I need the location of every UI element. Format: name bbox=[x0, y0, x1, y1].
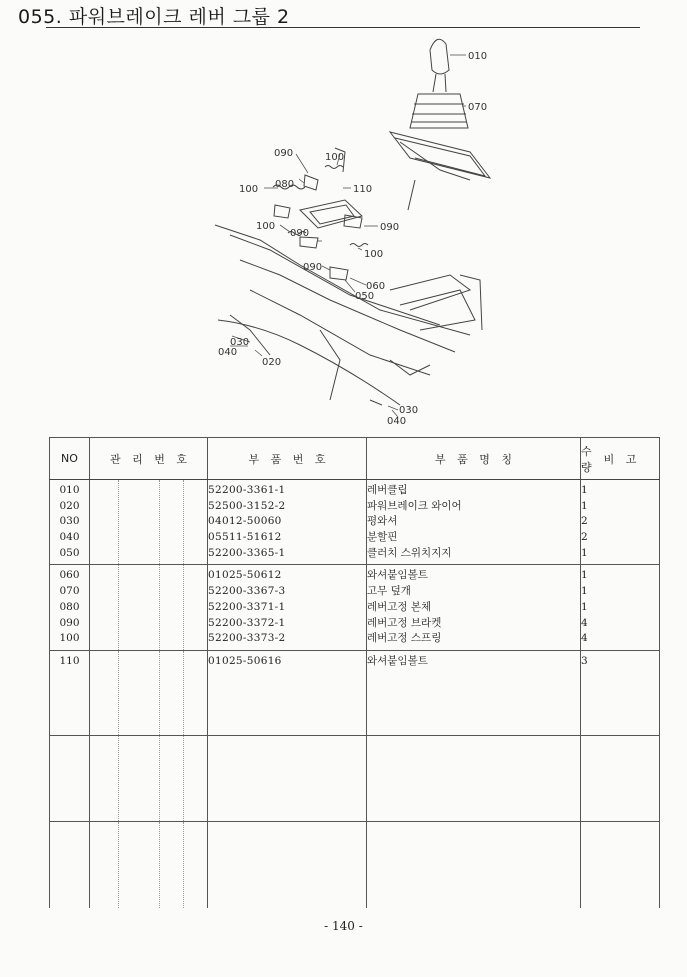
table-row-group bbox=[50, 736, 660, 821]
cell-mgmt bbox=[119, 736, 160, 821]
callout-label: 060 bbox=[366, 281, 386, 292]
cell-part-name-value: 레버고정 브라켓 bbox=[367, 616, 442, 629]
cell-mgmt bbox=[184, 650, 208, 735]
cell-no-value: 080 bbox=[59, 600, 80, 613]
cell-no-value: 100 bbox=[59, 632, 80, 645]
header-remark: 비 고 bbox=[581, 438, 660, 480]
cell-mgmt bbox=[160, 650, 184, 735]
cell-part-name-value: 클러치 스위치지지 bbox=[367, 546, 452, 559]
cell-part-no bbox=[208, 650, 367, 735]
cell-mgmt bbox=[184, 736, 208, 821]
cell-no-value: 070 bbox=[59, 585, 80, 598]
cell-no-value: 030 bbox=[59, 515, 80, 528]
cell-part-no-value: 05511-51612 bbox=[208, 531, 282, 544]
cell-part-no-value: 52200-3365-1 bbox=[208, 546, 286, 559]
cell-part-name-value: 레버고정 본체 bbox=[367, 600, 432, 613]
callout-label: 050 bbox=[355, 291, 375, 302]
cell-part-name-value: 레버고정 스프링 bbox=[367, 632, 442, 645]
cell-no-value: 020 bbox=[59, 499, 80, 512]
cell-part-name bbox=[367, 480, 581, 565]
cell-mgmt bbox=[119, 650, 160, 735]
cell-part-name-value: 분할핀 bbox=[367, 531, 398, 544]
callout-label: 030 bbox=[399, 405, 419, 416]
header-part-no: 부 품 번 호 bbox=[208, 438, 367, 480]
cell-part-name-value: 와셔붙임볼트 bbox=[367, 569, 428, 582]
cell-no-value: 010 bbox=[59, 484, 80, 496]
cell-remark bbox=[581, 565, 660, 650]
header-mgmt-no: 관 리 번 호 bbox=[90, 438, 208, 480]
callout-label: 100 bbox=[239, 184, 259, 195]
cell-part-no-value: 52500-3152-2 bbox=[208, 499, 286, 512]
cell-remark bbox=[581, 821, 660, 908]
callout-label: 040 bbox=[218, 347, 238, 358]
table-header-row: NO 관 리 번 호 부 품 번 호 부 품 명 칭 수량 비 고 bbox=[50, 438, 660, 480]
cell-no bbox=[50, 736, 90, 821]
callout-label: 040 bbox=[387, 416, 407, 427]
cell-no-value: 060 bbox=[59, 569, 80, 582]
cell-mgmt bbox=[160, 480, 184, 565]
cell-part-no-value: 04012-50060 bbox=[208, 515, 282, 528]
header-part-name: 부 품 명 칭 bbox=[367, 438, 581, 480]
page-title: 055. 파워브레이크 레버 그룹 2 bbox=[18, 6, 290, 28]
cell-mgmt bbox=[90, 821, 119, 908]
table-row-group: 060 070 080 090 100 01025-50612 52200-3367-3 52200-3371-1 52200-3372-1 52200-3373-2 와셔붙임볼트 고무 덮개 레버고정 본체 레버고정 브라켓 레버고정 스프링 1 1 1 4 4 bbox=[50, 565, 660, 650]
cell-part-no-value: 52200-3373-2 bbox=[208, 632, 286, 645]
callout-label: 090 bbox=[290, 228, 310, 239]
cell-part-no-value: 52200-3361-1 bbox=[208, 484, 286, 496]
cell-part-no bbox=[208, 565, 367, 650]
cell-mgmt bbox=[90, 650, 119, 735]
callout-label: 010 bbox=[468, 51, 488, 62]
cell-mgmt bbox=[160, 565, 184, 650]
cell-part-name-value: 레버클립 bbox=[367, 484, 408, 496]
cell-mgmt bbox=[184, 480, 208, 565]
cell-no bbox=[50, 565, 90, 650]
cell-part-name-value: 와셔붙임볼트 bbox=[367, 654, 428, 667]
cell-part-name bbox=[367, 736, 581, 821]
cell-no bbox=[50, 480, 90, 565]
exploded-parts-diagram bbox=[0, 30, 687, 430]
title-underline bbox=[46, 27, 640, 28]
cell-mgmt bbox=[90, 736, 119, 821]
callout-label: 090 bbox=[380, 222, 400, 233]
cell-remark bbox=[581, 736, 660, 821]
callout-label: 070 bbox=[468, 102, 488, 113]
header-no: NO bbox=[50, 438, 90, 480]
cell-remark bbox=[581, 650, 660, 735]
cell-no bbox=[50, 821, 90, 908]
cell-mgmt bbox=[160, 736, 184, 821]
cell-part-no-value: 52200-3372-1 bbox=[208, 616, 286, 629]
cell-part-no bbox=[208, 821, 367, 908]
callout-label: 020 bbox=[262, 357, 282, 368]
callout-label: 030 bbox=[230, 337, 250, 348]
cell-no bbox=[50, 650, 90, 735]
callout-label: 100 bbox=[364, 249, 384, 260]
cell-mgmt bbox=[184, 821, 208, 908]
cell-part-no bbox=[208, 480, 367, 565]
callout-label: 090 bbox=[274, 148, 294, 159]
callout-label: 100 bbox=[325, 152, 345, 163]
cell-mgmt bbox=[90, 480, 119, 565]
cell-part-no-value: 01025-50616 bbox=[208, 654, 282, 667]
cell-no-value: 050 bbox=[59, 546, 80, 559]
cell-mgmt bbox=[119, 821, 160, 908]
table-row-group: 110 01025-50616 와셔붙임볼트 3 bbox=[50, 650, 660, 735]
cell-part-name bbox=[367, 650, 581, 735]
cell-part-name-value: 파워브레이크 와이어 bbox=[367, 499, 462, 512]
callout-label: 110 bbox=[353, 184, 373, 195]
callout-label: 100 bbox=[256, 221, 276, 232]
table-row-group bbox=[50, 821, 660, 908]
cell-remark bbox=[581, 480, 660, 565]
callout-label: 090 bbox=[303, 262, 323, 273]
callout-label: 080 bbox=[275, 179, 295, 190]
cell-part-name-value: 고무 덮개 bbox=[367, 585, 411, 598]
cell-part-name bbox=[367, 821, 581, 908]
cell-mgmt bbox=[119, 565, 160, 650]
cell-mgmt bbox=[160, 821, 184, 908]
cell-mgmt bbox=[184, 565, 208, 650]
cell-part-no-value: 52200-3367-3 bbox=[208, 585, 286, 598]
cell-no-value: 110 bbox=[59, 654, 80, 667]
cell-mgmt bbox=[90, 565, 119, 650]
cell-part-no-value: 01025-50612 bbox=[208, 569, 282, 582]
table-row-group: 010 020 030 040 050 52200-3361-1 52500-3152-2 04012-50060 05511-51612 52200-3365-1 레버클립 파워브레이크 와이어 평와셔 분할핀 클러치 스위치지지 1 1 2 2 1 bbox=[50, 480, 660, 565]
cell-part-no-value: 52200-3371-1 bbox=[208, 600, 286, 613]
cell-no-value: 090 bbox=[59, 616, 80, 629]
cell-no-value: 040 bbox=[59, 531, 80, 544]
cell-part-no bbox=[208, 736, 367, 821]
parts-list-table bbox=[49, 437, 660, 908]
cell-mgmt bbox=[119, 480, 160, 565]
cell-part-name bbox=[367, 565, 581, 650]
cell-part-name-value: 평와셔 bbox=[367, 515, 398, 528]
page-number: - 140 - bbox=[324, 919, 363, 933]
